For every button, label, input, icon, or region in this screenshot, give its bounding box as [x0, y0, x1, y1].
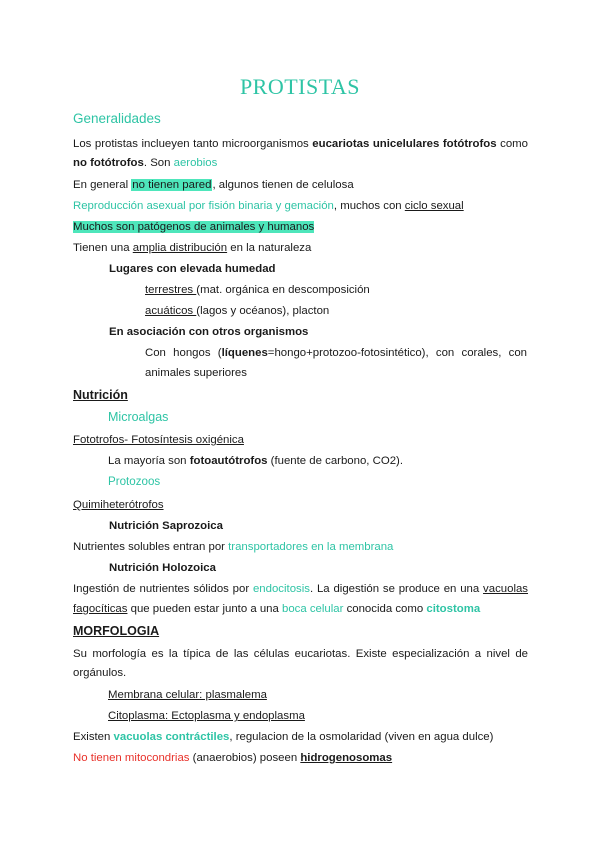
subheading-humedad: Lugares con elevada humedad	[109, 263, 276, 275]
paragraph-line: No tienen mitocondrias (anaerobios) poseen hidrogenosomas	[73, 752, 393, 764]
paragraph-line: fagocíticas que pueden estar junto a una boca celular conocida como citostoma	[73, 603, 481, 615]
section-heading-nutricion: Nutrición	[73, 388, 128, 402]
section-heading-generalidades: Generalidades	[73, 111, 161, 126]
paragraph-line: Muchos son patógenos de animales y humanos	[73, 221, 315, 233]
subheading-holozoica: Nutrición Holozoica	[109, 562, 216, 574]
paragraph-line: no fotótrofos. Son aerobios	[73, 157, 218, 169]
section-heading-morfologia: MORFOLOGIA	[73, 624, 160, 638]
subheading-saprozoica: Nutrición Saprozoica	[109, 520, 223, 532]
paragraph-line: Reproducción asexual por fisión binaria y gemación, muchos con ciclo sexual	[73, 200, 464, 212]
list-item: terrestres (mat. orgánica en descomposición	[145, 284, 370, 296]
paragraph-line: Fototrofos- Fotosíntesis oxigénica	[73, 434, 244, 446]
paragraph-line: La mayoría son fotoautótrofos (fuente de carbono, CO2).	[108, 455, 404, 467]
paragraph-line: Nutrientes solubles entran por transportadores en la membrana	[73, 541, 394, 553]
paragraph-line: Los protistas inclueyen tanto microorganismos eucariotas unicelulares fotótrofos como	[73, 138, 529, 150]
paragraph-line: animales superiores	[145, 367, 247, 379]
paragraph-line: Su morfología es la típica de las células eucariotas. Existe especialización a nivel de	[73, 648, 528, 660]
paragraph-line: En general no tienen pared, algunos tienen de celulosa	[73, 179, 354, 191]
subheading-protozoos: Protozoos	[108, 475, 161, 488]
list-item: Citoplasma: Ectoplasma y endoplasma	[108, 710, 305, 722]
list-item: acuáticos (lagos y océanos), placton	[145, 305, 330, 317]
paragraph-line: Con hongos (líquenes=hongo+protozoo-fotosintético), con corales, con	[145, 347, 528, 359]
paragraph-line: Quimiheterótrofos	[73, 499, 164, 511]
subheading-asociacion: En asociación con otros organismos	[109, 326, 309, 338]
subheading-microalgas: Microalgas	[108, 410, 169, 424]
paragraph-line: Existen vacuolas contráctiles, regulacion de la osmolaridad (viven en agua dulce)	[73, 731, 494, 743]
list-item: Membrana celular: plasmalema	[108, 689, 267, 701]
page-title: PROTISTAS	[239, 74, 361, 99]
paragraph-line: Ingestión de nutrientes sólidos por endocitosis. La digestión se produce en una vacuolas	[73, 583, 529, 595]
paragraph-line: Tienen una amplia distribución en la naturaleza	[73, 242, 312, 254]
paragraph-line: orgánulos.	[73, 667, 127, 679]
